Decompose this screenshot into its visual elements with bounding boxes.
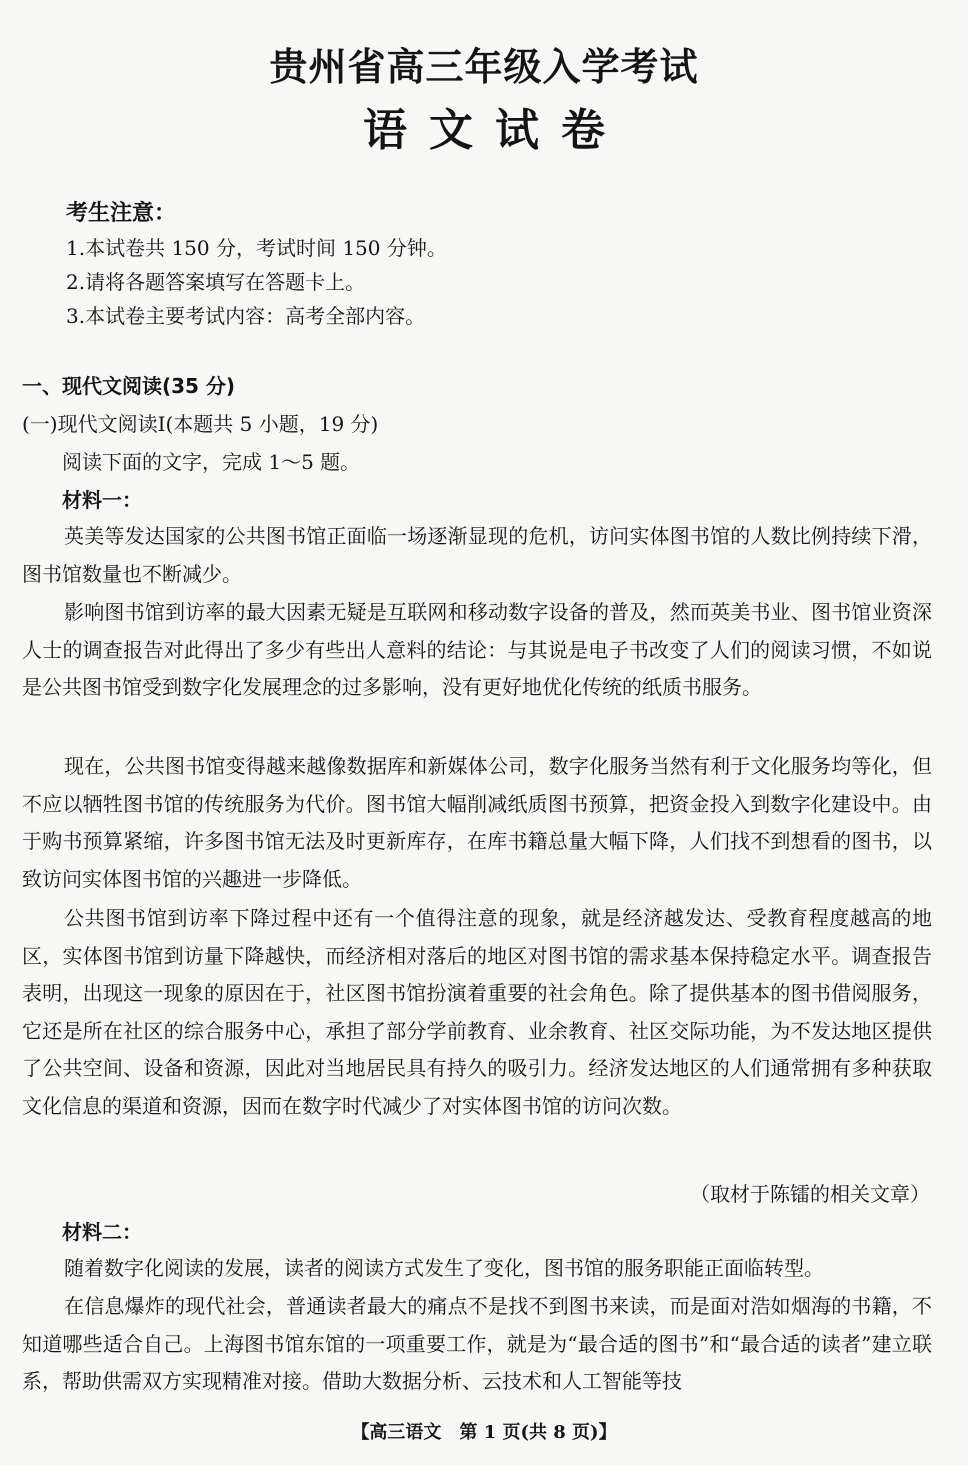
sub-section-heading: (一)现代文阅读Ⅰ(本题共 5 小题，19 分) (22, 412, 379, 436)
material-one-paragraph: 公共图书馆到访率下降过程中还有一个值得注意的现象，就是经济越发达、受教育程度越高的地区，实体图书馆到访量下降越快，而经济相对落后的地区对图书馆的需求基本保持稳定水平。调查报告表明，出现这一现象的原因在于，社区图书馆扮演着重要的社会角色。除了提供基本的图书借阅服务，它还是所在社区的综合服务中心，承担了部分学前教育、业余教育、社区交际功能，为不发达地区提供了公共空间、设备和资源，因此对当地居民具有持久的吸引力。经济发达地区的人们通常拥有多种获取文化信息的渠道和资源，因而在数字时代减少了对实体图书馆的访问次数。 (22, 906, 932, 1118)
material-one-paragraph: 影响图书馆到访率的最大因素无疑是互联网和移动数字设备的普及，然而英美书业、图书馆业资深人士的调查报告对此得出了多少有些出人意料的结论：与其说是电子书改变了人们的阅读习惯，不如说是公共图书馆受到数字化发展理念的过多影响，没有更好地优化传统的纸质书服务。 (22, 600, 932, 699)
notice-heading: 考生注意： (66, 201, 177, 226)
notice-item: 2.请将各题答案填写在答题卡上。 (66, 270, 366, 294)
reading-instruction: 阅读下面的文字，完成 1～5 题。 (62, 450, 361, 474)
material-two-paragraph: 随着数字化阅读的发展，读者的阅读方式发生了变化，图书馆的服务职能正面临转型。 (64, 1256, 824, 1280)
exam-title: 贵州省高三年级入学考试 (269, 45, 699, 89)
page-footer: 【高三语文 第 1 页(共 8 页)】 (351, 1422, 617, 1443)
material-two-paragraph: 在信息爆炸的现代社会，普通读者最大的痛点不是找不到图书来读，而是面对浩如烟海的书籍，不知道哪些适合自己。上海图书馆东馆的一项重要工作，就是为“最合适的图书”和“最合适的读者”建立联系，帮助供需双方实现精准对接。借助大数据分析、云技术和人工智能等技 (22, 1294, 932, 1393)
material-one-source: （取材于陈镭的相关文章） (690, 1182, 930, 1206)
section-heading: 一、现代文阅读(35 分) (22, 374, 236, 398)
material-one-paragraph: 现在，公共图书馆变得越来越像数据库和新媒体公司，数字化服务当然有利于文化服务均等化，但不应以牺牲图书馆的传统服务为代价。图书馆大幅削减纸质图书预算，把资金投入到数字化建设中。由于购书预算紧缩，许多图书馆无法及时更新库存，在库书籍总量大幅下降，人们找不到想看的图书，以致访问实体图书馆的兴趣进一步降低。 (22, 754, 932, 891)
material-two-heading: 材料二： (62, 1220, 142, 1244)
notice-item: 1.本试卷共 150 分，考试时间 150 分钟。 (66, 236, 447, 260)
material-one-paragraph: 英美等发达国家的公共图书馆正面临一场逐渐显现的危机，访问实体图书馆的人数比例持续下滑，图书馆数量也不断减少。 (22, 524, 932, 586)
material-one-heading: 材料一： (62, 488, 142, 512)
notice-item: 3.本试卷主要考试内容：高考全部内容。 (66, 304, 426, 328)
exam-subtitle: 语文试卷 (363, 105, 627, 156)
